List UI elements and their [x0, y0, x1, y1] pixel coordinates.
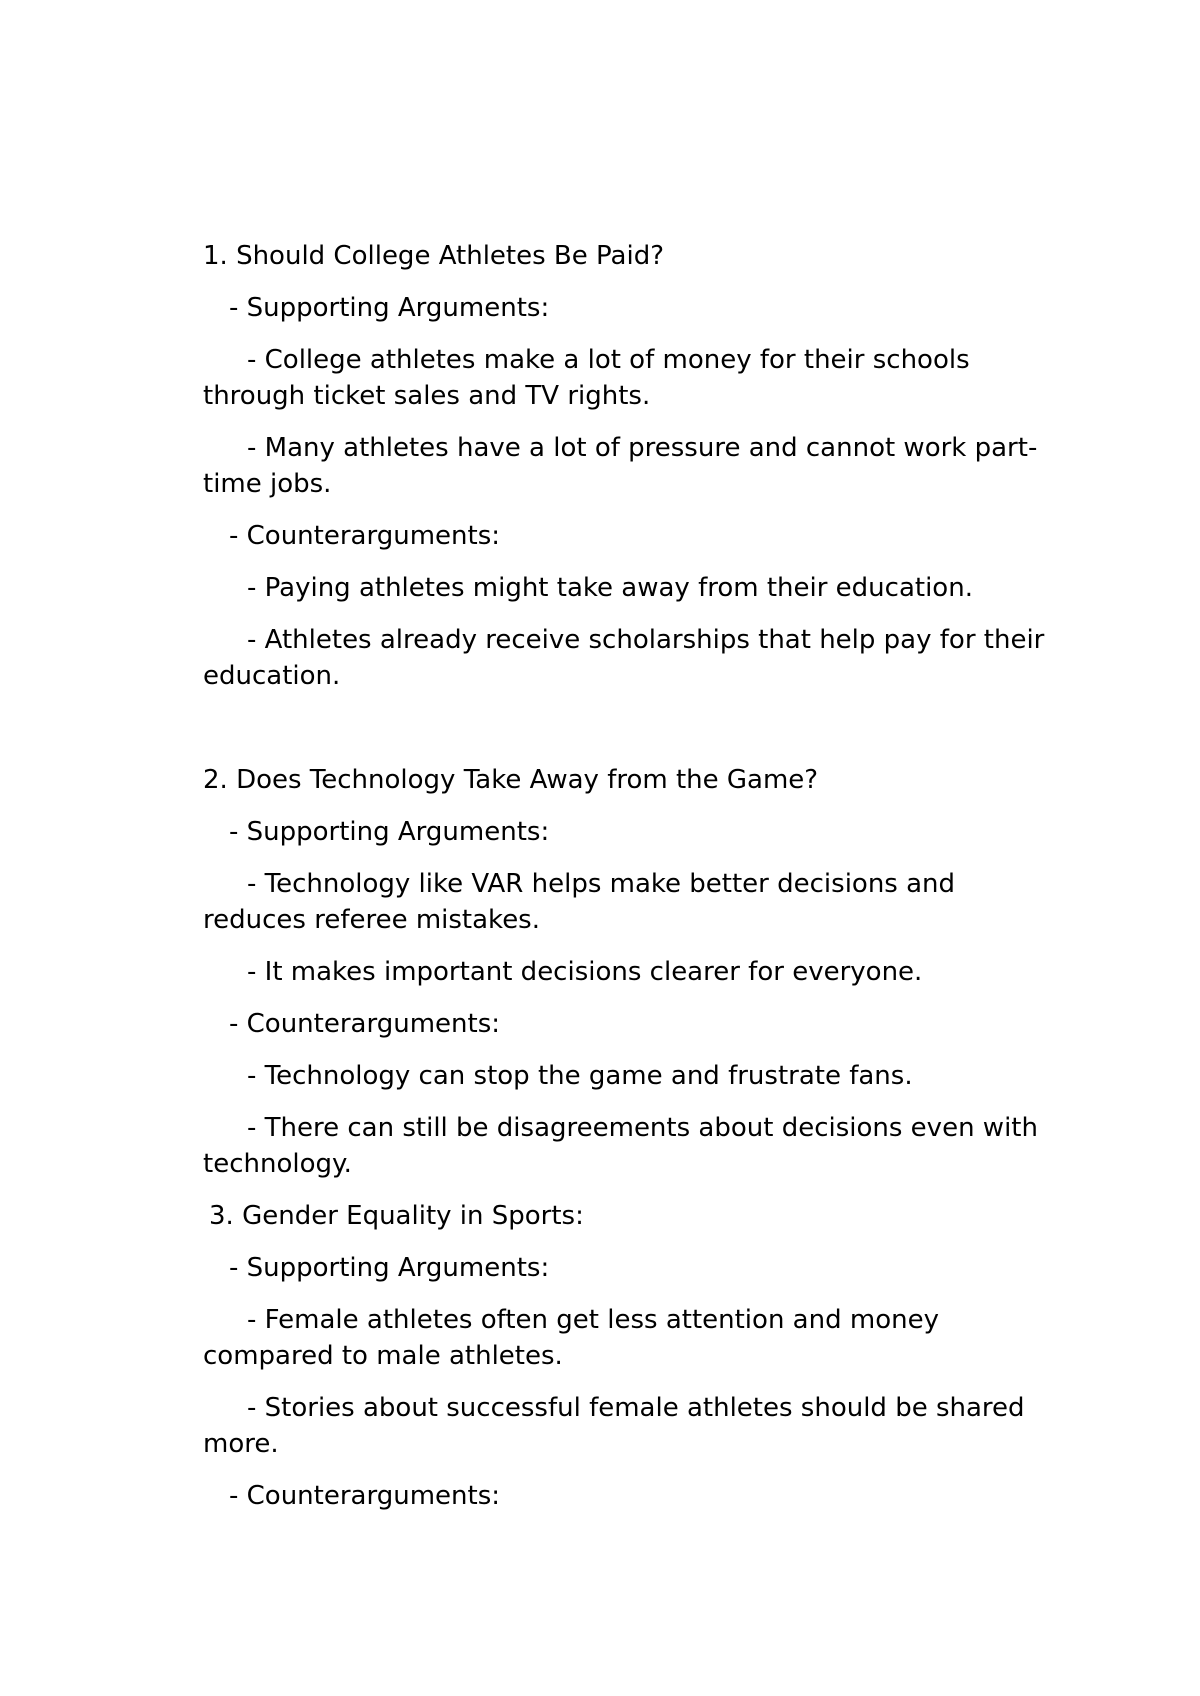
- section-heading: 3. Gender Equality in Sports:: [209, 1201, 584, 1231]
- counter-point: - Athletes already receive scholarships that help pay for their education.: [203, 625, 1045, 691]
- supporting-label: - Supporting Arguments:: [229, 817, 550, 847]
- document-body: [203, 238, 1053, 1530]
- counter-label: - Counterarguments:: [229, 521, 500, 551]
- counter-point: - Technology can stop the game and frustrate fans.: [247, 1061, 913, 1091]
- section-college-athletes: [203, 238, 1053, 694]
- supporting-point: - College athletes make a lot of money for their schools through ticket sales and TV rights.: [203, 345, 970, 411]
- section-heading: 2. Does Technology Take Away from the Game?: [203, 765, 819, 795]
- section-heading: 1. Should College Athletes Be Paid?: [203, 241, 664, 271]
- supporting-point: - Technology like VAR helps make better decisions and reduces referee mistakes.: [203, 869, 956, 935]
- supporting-point: - Female athletes often get less attention and money compared to male athletes.: [203, 1305, 939, 1371]
- section-gender-equality: [203, 1198, 1053, 1514]
- counter-label: - Counterarguments:: [229, 1009, 500, 1039]
- supporting-label: - Supporting Arguments:: [229, 1253, 550, 1283]
- supporting-point: - Many athletes have a lot of pressure and cannot work part-time jobs.: [203, 433, 1038, 499]
- supporting-point: - It makes important decisions clearer for everyone.: [247, 957, 923, 987]
- counter-point: - Paying athletes might take away from their education.: [247, 573, 973, 603]
- supporting-label: - Supporting Arguments:: [229, 293, 550, 323]
- section-technology: [203, 762, 1053, 1182]
- counter-point: - There can still be disagreements about decisions even with technology.: [203, 1113, 1038, 1179]
- section-spacer: [203, 710, 1053, 762]
- supporting-point: - Stories about successful female athletes should be shared more.: [203, 1393, 1025, 1459]
- counter-label: - Counterarguments:: [229, 1481, 500, 1511]
